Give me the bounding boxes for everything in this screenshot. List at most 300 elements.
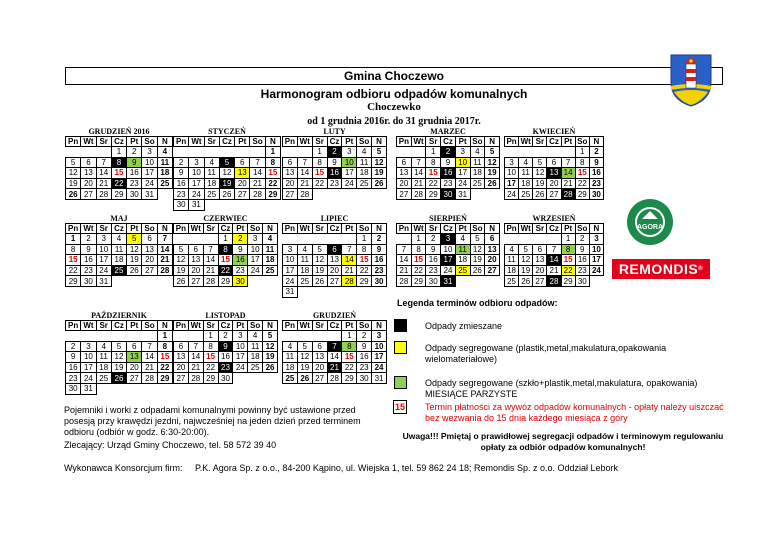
day-cell: 6 <box>235 157 250 168</box>
weekday-header: Cz <box>441 224 456 234</box>
month-table <box>504 223 604 287</box>
empty-cell <box>342 234 357 245</box>
empty-cell <box>397 147 412 158</box>
weekday-header: Wt <box>411 137 426 147</box>
day-cell: 3 <box>142 147 157 158</box>
empty-cell <box>263 276 278 287</box>
day-cell: 4 <box>455 234 470 245</box>
day-cell: 13 <box>283 168 298 179</box>
month-marzec <box>396 127 500 200</box>
day-cell: 8 <box>66 244 81 255</box>
day-cell: 29 <box>357 276 372 287</box>
day-cell: 18 <box>505 265 519 276</box>
day-cell: 13 <box>485 244 500 255</box>
day-cell: 22 <box>342 362 357 373</box>
day-cell: 29 <box>561 276 575 287</box>
day-cell: 23 <box>66 373 81 384</box>
day-cell: 5 <box>263 331 278 342</box>
weekday-header: Sr <box>312 137 327 147</box>
day-cell: 19 <box>372 168 387 179</box>
month-lipiec <box>282 214 387 298</box>
empty-cell <box>248 276 263 287</box>
day-cell: 16 <box>372 255 387 266</box>
weekday-header: Wt <box>81 224 96 234</box>
legend-green: Odpady segregowane (szkło+plastik,metal,makulatura, opakowania) MIESIĄCE PARZYSTE <box>425 378 698 399</box>
empty-cell <box>283 147 298 158</box>
week-row <box>66 383 173 394</box>
day-cell: 31 <box>142 189 157 200</box>
day-cell: 15 <box>265 168 280 179</box>
day-cell: 10 <box>248 244 263 255</box>
day-cell: 24 <box>233 362 248 373</box>
day-cell: 26 <box>127 265 142 276</box>
day-cell: 27 <box>188 276 203 287</box>
day-cell: 15 <box>561 255 575 266</box>
week-row <box>66 341 173 352</box>
day-cell: 23 <box>174 189 189 200</box>
day-cell: 23 <box>233 265 248 276</box>
day-cell: 23 <box>218 362 233 373</box>
month-czerwiec <box>173 214 278 287</box>
day-cell: 13 <box>174 352 189 363</box>
day-cell: 12 <box>127 244 142 255</box>
weekday-header: Pn <box>66 137 81 147</box>
weekday-header: N <box>265 137 280 147</box>
day-cell: 11 <box>505 255 519 266</box>
week-row <box>505 244 604 255</box>
weekday-header: Cz <box>218 321 233 331</box>
day-cell: 23 <box>81 265 96 276</box>
day-cell: 8 <box>265 157 280 168</box>
empty-cell <box>81 331 96 342</box>
day-cell: 26 <box>533 189 547 200</box>
day-cell: 19 <box>219 178 234 189</box>
day-cell: 10 <box>189 168 204 179</box>
week-row <box>66 276 173 287</box>
day-cell: 25 <box>263 265 278 276</box>
day-cell: 30 <box>81 276 96 287</box>
day-cell: 2 <box>575 234 589 245</box>
day-cell: 30 <box>575 276 589 287</box>
weekday-header: Wt <box>188 224 203 234</box>
day-cell: 8 <box>426 157 441 168</box>
day-cell: 7 <box>188 341 203 352</box>
day-cell: 4 <box>470 147 485 158</box>
day-cell: 20 <box>142 255 157 266</box>
day-cell: 7 <box>547 244 561 255</box>
empty-cell <box>312 189 327 200</box>
day-cell: 22 <box>203 362 218 373</box>
day-cell: 30 <box>357 373 372 384</box>
weekday-header: Sr <box>533 137 547 147</box>
day-cell: 12 <box>312 255 327 266</box>
remondis-logo-text: REMONDIS <box>618 261 699 277</box>
empty-cell <box>411 147 426 158</box>
day-cell: 5 <box>297 341 312 352</box>
weekday-header: Wt <box>297 224 312 234</box>
weekday-header: N <box>485 137 500 147</box>
empty-cell <box>561 147 575 158</box>
day-cell: 28 <box>142 373 157 384</box>
weekday-header: Pt <box>233 224 248 234</box>
day-cell: 12 <box>297 352 312 363</box>
day-cell: 10 <box>342 157 357 168</box>
day-cell: 2 <box>426 234 441 245</box>
day-cell: 14 <box>411 168 426 179</box>
weekday-header: N <box>485 224 500 234</box>
empty-cell <box>519 234 533 245</box>
day-cell: 3 <box>81 341 96 352</box>
empty-cell <box>142 383 157 394</box>
day-cell: 7 <box>297 157 312 168</box>
day-cell: 18 <box>283 362 298 373</box>
month-name: PAŹDZIERNIK <box>91 311 147 320</box>
day-cell: 9 <box>426 244 441 255</box>
day-cell: 22 <box>575 178 589 189</box>
day-cell: 20 <box>327 265 342 276</box>
weekday-header: Cz <box>327 224 342 234</box>
day-cell: 7 <box>411 157 426 168</box>
day-cell: 1 <box>575 147 589 158</box>
weekday-header: So <box>248 224 263 234</box>
empty-cell <box>547 147 561 158</box>
day-cell: 17 <box>233 352 248 363</box>
month-name: MARZEC <box>430 127 466 136</box>
legend-swatch-deadline: 15 <box>394 402 405 412</box>
day-cell: 27 <box>327 276 342 287</box>
day-cell: 3 <box>455 147 470 158</box>
day-cell: 11 <box>204 168 219 179</box>
empty-cell <box>505 147 519 158</box>
day-cell: 17 <box>505 178 519 189</box>
day-cell: 27 <box>142 265 157 276</box>
empty-cell <box>505 234 519 245</box>
day-cell: 1 <box>411 234 426 245</box>
day-cell: 12 <box>519 255 533 266</box>
week-row <box>505 234 604 245</box>
week-row <box>174 147 281 158</box>
page-subtitle: Harmonogram odbioru odpadów komunalnych <box>260 87 528 101</box>
day-cell: 3 <box>233 331 248 342</box>
day-cell: 7 <box>342 244 357 255</box>
day-cell: 6 <box>312 341 327 352</box>
day-cell: 27 <box>397 189 412 200</box>
week-row <box>66 168 173 179</box>
weekday-header: N <box>372 137 387 147</box>
weekday-header: So <box>357 321 372 331</box>
empty-cell <box>127 331 142 342</box>
day-cell: 17 <box>455 168 470 179</box>
month-grudzien-2017 <box>282 311 387 384</box>
weekday-header: So <box>248 321 263 331</box>
week-row <box>174 244 278 255</box>
empty-cell <box>188 234 203 245</box>
day-cell: 21 <box>297 178 312 189</box>
day-cell: 5 <box>519 244 533 255</box>
day-cell: 18 <box>204 178 219 189</box>
day-cell: 14 <box>250 168 265 179</box>
day-cell: 18 <box>111 255 126 266</box>
day-cell: 16 <box>174 178 189 189</box>
week-row <box>397 276 500 287</box>
day-cell: 9 <box>441 157 456 168</box>
day-cell: 1 <box>265 147 280 158</box>
day-cell: 11 <box>248 341 263 352</box>
day-cell: 28 <box>96 189 111 200</box>
day-cell: 12 <box>372 157 387 168</box>
day-cell: 5 <box>470 234 485 245</box>
day-cell: 6 <box>127 341 142 352</box>
day-cell: 19 <box>66 178 81 189</box>
week-row <box>174 362 278 373</box>
day-cell: 13 <box>81 168 96 179</box>
empty-cell <box>283 331 298 342</box>
week-row <box>174 199 281 210</box>
weekday-header: Pt <box>342 321 357 331</box>
day-cell: 22 <box>561 265 575 276</box>
day-cell: 24 <box>96 265 111 276</box>
day-cell: 1 <box>426 147 441 158</box>
day-cell: 22 <box>66 265 81 276</box>
day-cell: 22 <box>312 178 327 189</box>
day-cell: 22 <box>157 362 172 373</box>
weekday-header: Wt <box>297 321 312 331</box>
week-row <box>174 178 281 189</box>
week-row <box>283 373 387 384</box>
month-table <box>173 223 278 287</box>
empty-cell <box>111 383 126 394</box>
day-cell: 29 <box>411 276 426 287</box>
day-cell: 25 <box>204 189 219 200</box>
day-cell: 26 <box>263 362 278 373</box>
day-cell: 23 <box>575 265 589 276</box>
day-cell: 2 <box>81 234 96 245</box>
day-cell: 25 <box>157 178 172 189</box>
day-cell: 16 <box>233 255 248 266</box>
weekday-header: Pn <box>66 321 81 331</box>
week-row <box>283 189 387 200</box>
week-row <box>174 265 278 276</box>
day-cell: 1 <box>66 234 81 245</box>
week-row <box>283 286 387 297</box>
day-cell: 3 <box>589 234 603 245</box>
weekday-header: Wt <box>411 224 426 234</box>
day-cell: 30 <box>426 276 441 287</box>
day-cell: 5 <box>111 341 126 352</box>
day-cell: 26 <box>111 373 126 384</box>
day-cell: 22 <box>111 178 126 189</box>
day-cell: 1 <box>357 234 372 245</box>
day-cell: 13 <box>188 255 203 266</box>
day-cell: 22 <box>265 178 280 189</box>
day-cell: 23 <box>327 178 342 189</box>
day-cell: 29 <box>203 373 218 384</box>
day-cell: 30 <box>589 189 603 200</box>
day-cell: 22 <box>357 265 372 276</box>
day-cell: 3 <box>505 157 519 168</box>
day-cell: 8 <box>312 157 327 168</box>
day-cell: 19 <box>174 265 189 276</box>
day-cell: 10 <box>441 244 456 255</box>
month-name: SIERPIEŃ <box>429 214 467 223</box>
day-cell: 6 <box>188 244 203 255</box>
day-cell: 10 <box>142 157 157 168</box>
day-cell: 6 <box>327 244 342 255</box>
month-table <box>173 136 281 211</box>
day-cell: 29 <box>265 189 280 200</box>
empty-cell <box>235 199 250 210</box>
month-name: LISTOPAD <box>205 311 246 320</box>
day-cell: 8 <box>111 157 126 168</box>
day-cell: 16 <box>426 255 441 266</box>
day-cell: 9 <box>66 352 81 363</box>
day-cell: 11 <box>519 168 533 179</box>
empty-cell <box>250 199 265 210</box>
empty-cell <box>111 331 126 342</box>
weekday-header: Cz <box>441 137 456 147</box>
weekday-header: Pt <box>342 224 357 234</box>
week-row <box>397 244 500 255</box>
day-cell: 4 <box>283 341 298 352</box>
day-cell: 13 <box>235 168 250 179</box>
empty-cell <box>312 234 327 245</box>
day-cell: 20 <box>397 178 412 189</box>
month-name: CZERWIEC <box>203 214 248 223</box>
day-cell: 15 <box>575 168 589 179</box>
day-cell: 14 <box>203 255 218 266</box>
weekday-header: Sr <box>426 137 441 147</box>
day-cell: 27 <box>127 373 142 384</box>
month-maj <box>65 214 173 287</box>
day-cell: 3 <box>441 234 456 245</box>
day-cell: 12 <box>485 157 500 168</box>
day-cell: 6 <box>547 157 561 168</box>
day-cell: 26 <box>372 178 387 189</box>
empty-cell <box>533 234 547 245</box>
day-cell: 16 <box>357 352 372 363</box>
day-cell: 10 <box>455 157 470 168</box>
day-cell: 2 <box>589 147 603 158</box>
day-cell: 1 <box>312 147 327 158</box>
day-cell: 23 <box>372 265 387 276</box>
weekday-header: Wt <box>520 224 531 233</box>
day-cell: 19 <box>533 178 547 189</box>
month-table <box>65 223 173 287</box>
day-cell: 18 <box>96 362 111 373</box>
empty-cell <box>96 147 111 158</box>
day-cell: 31 <box>441 276 456 287</box>
day-cell: 26 <box>519 276 533 287</box>
day-cell: 17 <box>589 255 603 266</box>
weekday-header: Cz <box>111 321 126 331</box>
weekday-header: Pn <box>174 224 189 234</box>
week-row <box>174 168 281 179</box>
day-cell: 20 <box>312 362 327 373</box>
empty-cell <box>66 331 81 342</box>
day-cell: 6 <box>485 234 500 245</box>
day-cell: 8 <box>218 244 233 255</box>
day-cell: 13 <box>533 255 547 266</box>
empty-cell <box>235 147 250 158</box>
day-cell: 8 <box>411 244 426 255</box>
day-cell: 25 <box>297 276 312 287</box>
day-cell: 17 <box>283 265 298 276</box>
empty-cell <box>189 147 204 158</box>
month-name: LUTY <box>323 127 346 136</box>
day-cell: 11 <box>455 244 470 255</box>
week-row <box>505 265 604 276</box>
day-cell: 24 <box>342 178 357 189</box>
week-row <box>174 341 278 352</box>
weekday-header: Pt <box>127 137 142 147</box>
weekday-header: So <box>577 137 588 146</box>
day-cell: 24 <box>248 265 263 276</box>
empty-cell <box>96 383 111 394</box>
empty-cell <box>485 189 500 200</box>
empty-cell <box>455 276 470 287</box>
weekday-header: Pt <box>561 224 575 234</box>
empty-cell <box>297 234 312 245</box>
week-row <box>283 255 387 266</box>
day-cell: 20 <box>485 255 500 266</box>
day-cell: 21 <box>188 362 203 373</box>
day-cell: 2 <box>174 157 189 168</box>
day-cell: 28 <box>397 276 412 287</box>
day-cell: 27 <box>485 265 500 276</box>
week-row <box>66 352 173 363</box>
day-cell: 8 <box>575 157 589 168</box>
day-cell: 6 <box>397 157 412 168</box>
day-cell: 14 <box>561 168 575 179</box>
day-cell: 18 <box>470 168 485 179</box>
day-cell: 20 <box>547 178 561 189</box>
weekday-header: Cz <box>327 137 342 147</box>
day-cell: 28 <box>250 189 265 200</box>
day-cell: 6 <box>533 244 547 255</box>
day-cell: 30 <box>127 189 142 200</box>
day-cell: 27 <box>547 189 561 200</box>
day-cell: 11 <box>470 157 485 168</box>
day-cell: 29 <box>111 189 126 200</box>
day-cell: 1 <box>111 147 126 158</box>
day-cell: 20 <box>188 265 203 276</box>
day-cell: 11 <box>111 244 126 255</box>
empty-cell <box>397 234 412 245</box>
week-row <box>283 276 387 287</box>
day-cell: 18 <box>263 255 278 266</box>
month-table <box>65 136 173 200</box>
weekday-header: Pt <box>455 224 470 234</box>
day-cell: 15 <box>426 168 441 179</box>
weekday-header: Pt <box>561 137 575 147</box>
day-cell: 20 <box>235 178 250 189</box>
day-cell: 30 <box>218 373 233 384</box>
day-cell: 29 <box>426 189 441 200</box>
day-cell: 9 <box>327 157 342 168</box>
empty-cell <box>327 189 342 200</box>
month-sierpien <box>396 214 500 287</box>
remondis-logo <box>612 259 710 279</box>
day-cell: 10 <box>589 244 603 255</box>
day-cell: 31 <box>372 373 387 384</box>
day-cell: 13 <box>127 352 142 363</box>
empty-cell <box>519 147 533 158</box>
day-cell: 7 <box>397 244 412 255</box>
day-cell: 13 <box>312 352 327 363</box>
day-cell: 16 <box>66 362 81 373</box>
day-cell: 5 <box>485 147 500 158</box>
empty-cell <box>157 276 172 287</box>
